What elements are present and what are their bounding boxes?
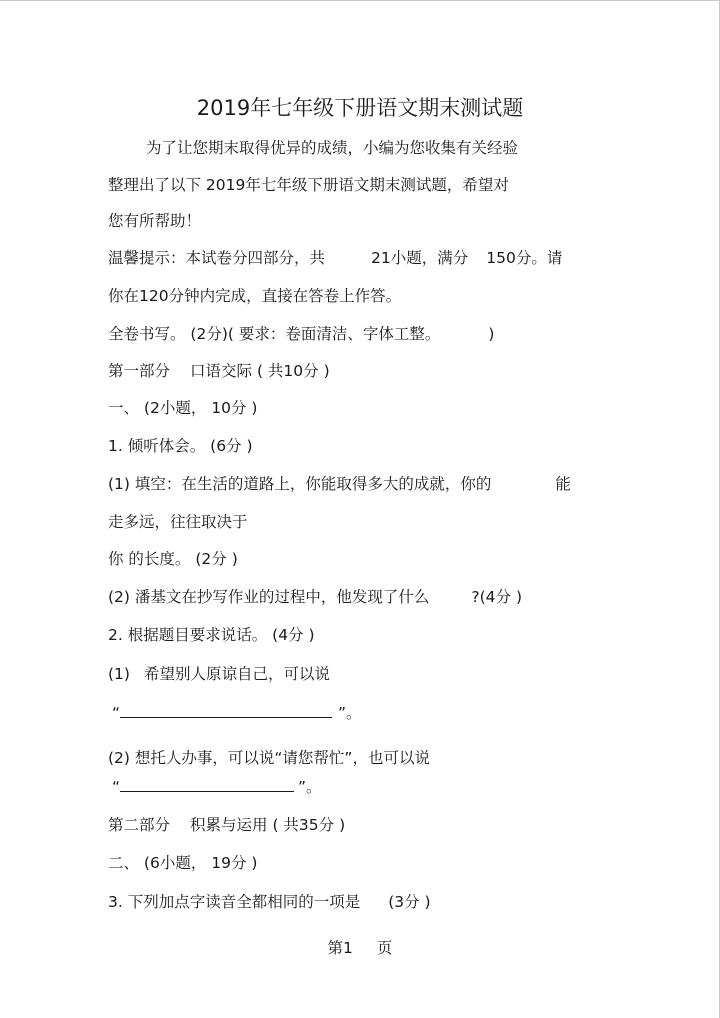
page-footer — [0, 938, 720, 958]
answer-blank-1[interactable] — [120, 704, 332, 718]
page-title: 2019年七年级下册语文期末测试题 — [196, 96, 524, 120]
question-2-1-number: (1) — [108, 665, 130, 683]
tips-line-2: 你在120分钟内完成，直接在答卷上作答。 — [108, 287, 402, 305]
intro-line-1: 为了让您期末取得优异的成绩，小编为您收集有关经验 — [146, 139, 519, 157]
question-1-1-cont-2: 你 的长度。 (2分 ) — [108, 550, 238, 568]
question-1-1-text: (1) 填空：在生活的道路上，你能取得多大的成就，你的 — [108, 475, 492, 493]
intro-line-3: 您有所帮助！ — [108, 212, 202, 230]
answer-blank-2[interactable] — [120, 778, 294, 792]
question-2-2-answer — [112, 777, 322, 797]
intro-line-2: 整理出了以下 2019年七年级下册语文期末测试题，希望对 — [108, 176, 509, 194]
answer-open-quote: “ — [112, 778, 121, 796]
answer-close-quote: ”。 — [298, 778, 322, 796]
question-2-2: (2) 想托人办事，可以说“请您帮忙”，也可以说 — [108, 749, 430, 767]
page-border-top — [0, 0, 720, 1]
tips-text-b: 21小题，满分 — [371, 249, 469, 267]
handwriting-close: ) — [488, 325, 495, 343]
question-3-text: 3. 下列加点字读音全都相同的一项是 — [108, 893, 361, 911]
tips-text-c: 150分。请 — [486, 249, 563, 267]
question-3-score: (3分 ) — [388, 893, 431, 911]
part1-heading-label: 第一部分 — [108, 362, 171, 380]
question-1: 1. 倾听体会。 (6分 ) — [108, 437, 253, 455]
answer-close-quote: ”。 — [338, 704, 362, 722]
question-1-1-cont: 走多远，往往取决于 — [108, 513, 248, 531]
question-1-1-tail: 能 — [555, 475, 571, 493]
part2-heading-label: 第二部分 — [108, 816, 171, 834]
page-number-suffix: 页 — [376, 939, 393, 957]
question-1-2-score: ?(4分 ) — [471, 588, 523, 606]
question-2-1-text: 希望别人原谅自己，可以说 — [143, 665, 330, 683]
question-1-2-text: (2) 潘基文在抄写作业的过程中，他发现了什么 — [108, 588, 430, 606]
question-1-2 — [108, 587, 522, 607]
part1-heading-title: 口语交际 ( 共10分 ) — [190, 362, 330, 380]
handwriting-line — [108, 324, 494, 344]
tips-text-a: 温馨提示：本试卷分四部分，共 — [108, 249, 326, 267]
question-2-1 — [108, 664, 330, 684]
part1-heading — [108, 361, 330, 381]
question-3 — [108, 892, 431, 912]
page-number-label: 第1 — [327, 939, 353, 957]
part2-heading-title: 积累与运用 ( 共35分 ) — [190, 816, 346, 834]
part2-section: 二、 (6小题， 19分 ) — [108, 854, 258, 872]
answer-open-quote: “ — [112, 704, 121, 722]
question-1-1 — [108, 474, 571, 494]
question-2: 2. 根据题目要求说话。 (4分 ) — [108, 626, 315, 644]
part1-section: 一、 (2小题， 10分 ) — [108, 399, 258, 417]
part2-heading — [108, 815, 345, 835]
question-2-1-answer — [112, 703, 362, 723]
tips-line-1 — [108, 248, 562, 268]
handwriting-text: 全卷书写。 (2分)( 要求：卷面清洁、字体工整。 — [108, 325, 441, 343]
